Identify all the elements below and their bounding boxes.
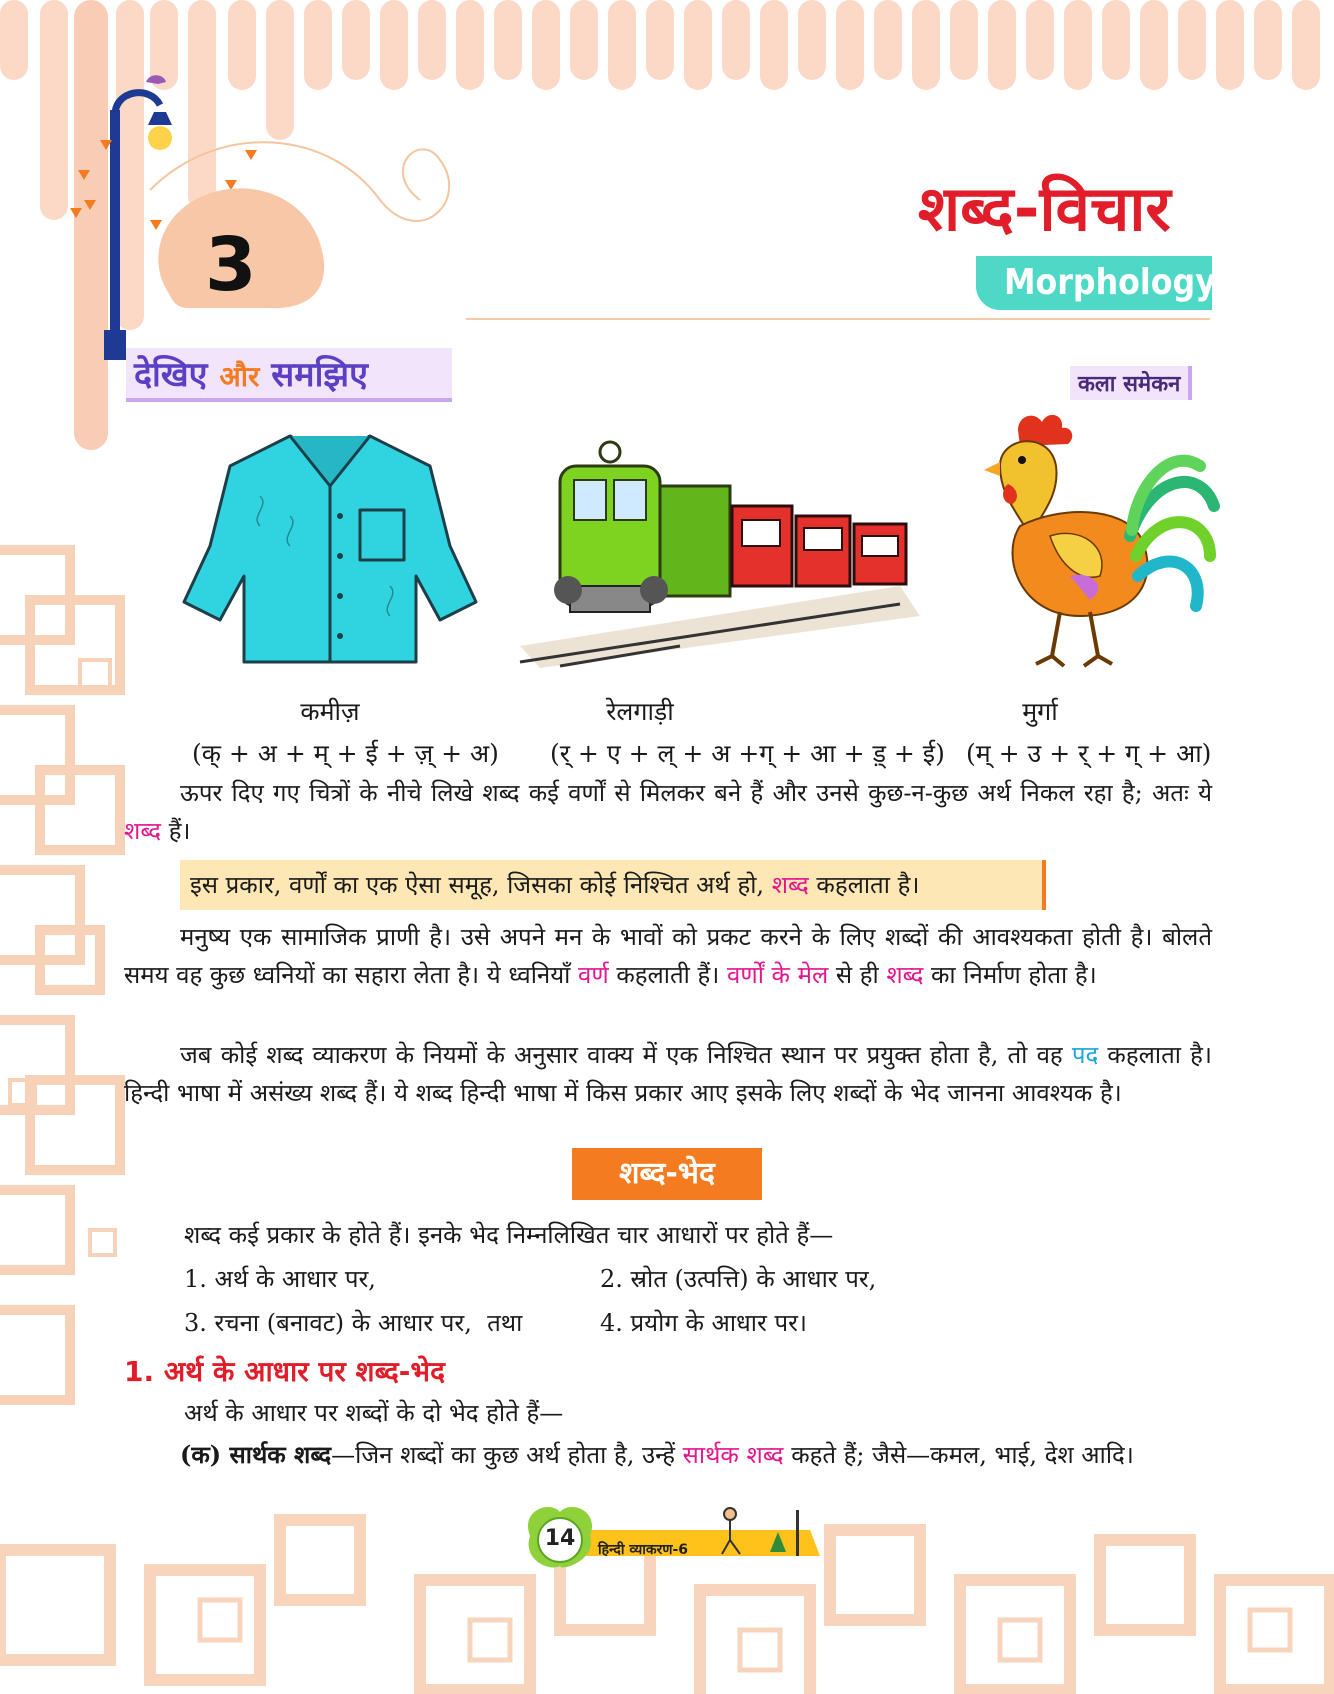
definition-text: इस प्रकार, वर्णों का एक ऐसा समूह, जिसका कोई निश्चित अर्थ हो, शब्द कहलाता है। — [190, 871, 920, 899]
subheading-arth: 1. अर्थ के आधार पर शब्द-भेद — [124, 1355, 445, 1388]
chapter-number: 3 — [205, 222, 257, 308]
badge-word-dekhiye: देखिए — [134, 355, 208, 395]
label-shirt: कमीज़ — [300, 697, 360, 726]
label-train: रेलगाड़ी — [606, 697, 674, 726]
section-heading-shabd-bhed: शब्द-भेद — [572, 1148, 762, 1200]
base-item-3: 3. रचना (बनावट) के आधार पर, तथा — [184, 1309, 523, 1337]
paragraph-pad: जब कोई शब्द व्याकरण के नियमों के अनुसार वाक्य में एक निश्चित स्थान पर प्रयुक्त होता है, तो वह पद कहलाता है। हिन्दी भाषा में असंख्य शब्द हैं। ये शब्द हिन्दी भाषा में किस प्रकार आए इसके लिए शब्दों के भेद जानना आवश्यक है। — [124, 1041, 1212, 1107]
formula-rooster: (म् + उ + र् + ग् + आ) — [966, 739, 1212, 768]
definition-highlight: शब्द — [771, 871, 809, 899]
title-divider — [466, 318, 1210, 320]
label-rooster: मुर्गा — [1022, 697, 1058, 726]
train-icon — [500, 436, 920, 668]
formula-shirt: (क् + अ + म् + ई + ज़् + अ) — [192, 739, 499, 768]
base-item-2: 2. स्रोत (उत्पत्ति) के आधार पर, — [600, 1265, 877, 1293]
art-integration-tag: कला समेकन — [1070, 366, 1192, 400]
highlight-shabd: शब्द — [124, 817, 162, 845]
paragraph-human: मनुष्य एक सामाजिक प्राणी है। उसे अपने मन के भावों को प्रकट करने के लिए शब्दों की आवश्यकता होती है। बोलते समय वह कुछ ध्वनियों का सहारा लेता है। ये ध्वनियाँ वर्ण कहलाती हैं। वर्णों के मेल से ही शब्द का निर्माण होता है। — [124, 923, 1212, 989]
paragraph-sarthak: (क) सार्थक शब्द—जिन शब्दों का कुछ अर्थ होता है, उन्हें सार्थक शब्द कहते हैं; जैसे—कमल, भाई, देश आदि। — [180, 1440, 1134, 1469]
page-number: 14 — [544, 1526, 576, 1551]
chapter-title-hindi: शब्द-विचार — [918, 172, 1171, 245]
bases-intro: शब्द कई प्रकार के होते हैं। इनके भेद निम्नलिखित चार आधारों पर होते हैं— — [184, 1221, 834, 1249]
shirt-icon — [180, 426, 480, 670]
book-title: हिन्दी व्याकरण-6 — [598, 1542, 689, 1558]
paragraph-intro: ऊपर दिए गए चित्रों के नीचे लिखे शब्द कई वर्णों से मिलकर बने हैं और उनसे कुछ-न-कुछ अर्थ निकल रहा है; अतः ये शब्द हैं। — [124, 779, 1212, 845]
base-item-1: 1. अर्थ के आधार पर, — [184, 1265, 376, 1293]
rooster-icon — [960, 406, 1220, 670]
base-item-4: 4. प्रयोग के आधार पर। — [600, 1309, 808, 1337]
chapter-title-english: Morphology — [1004, 262, 1216, 303]
formula-train: (र् + ए + ल् + अ +ग् + आ + ड़् + ई) — [550, 739, 945, 768]
subheading-intro: अर्थ के आधार पर शब्दों के दो भेद होते हैं— — [184, 1399, 564, 1427]
badge-word-samjhiye: समझिए — [271, 355, 368, 395]
section-badge-text — [134, 350, 368, 396]
badge-word-aur: और — [219, 360, 260, 393]
